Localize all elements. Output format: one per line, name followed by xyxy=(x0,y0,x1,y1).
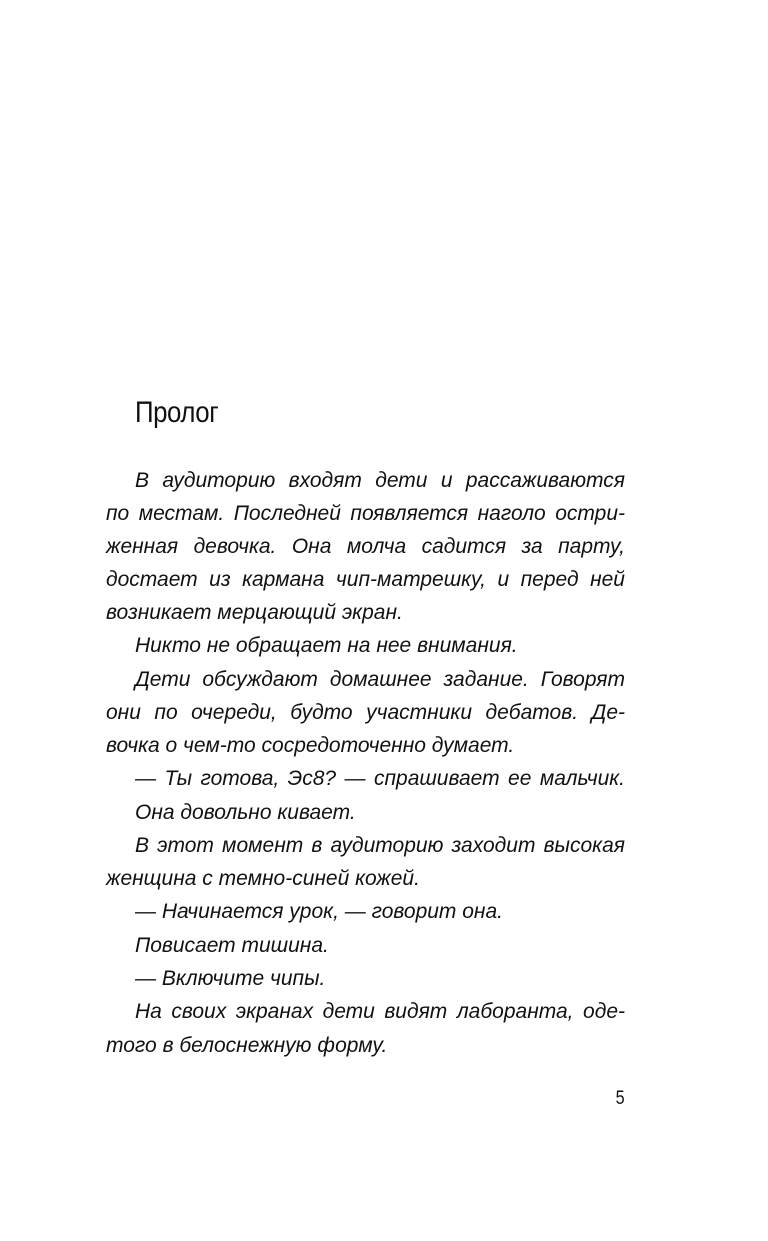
text-line: Повисает тишина. xyxy=(135,934,329,957)
text-line: возникает мерцающий экран. xyxy=(106,601,403,624)
text-line: они по очереди, будто участники дебатов. Де- xyxy=(106,701,625,724)
text-line: — Начинается урок, — говорит она. xyxy=(135,900,504,923)
text-line: по местам. Последней появляется наголо остри- xyxy=(106,502,625,525)
text-line: достает из кармана чип-матрешку, и перед ней xyxy=(106,568,625,591)
chapter-title: Пролог xyxy=(135,396,219,429)
text-line: вочка о чем-то сосредоточенно думает. xyxy=(106,734,515,757)
text-line: В этот момент в аудиторию заходит высокая xyxy=(135,834,625,857)
text-line: — Ты готова, Эс8? — спрашивает ее мальчик. xyxy=(135,767,625,790)
page-number: 5 xyxy=(616,1088,625,1109)
text-line: Она довольно кивает. xyxy=(135,801,356,824)
text-line: того в белоснежную форму. xyxy=(106,1034,388,1057)
text-line: На своих экранах дети видят лаборанта, оде- xyxy=(135,1000,625,1023)
text-line: женщина с темно-синей кожей. xyxy=(106,867,420,890)
text-line: В аудиторию входят дети и рассаживаются xyxy=(135,469,625,492)
text-line: Никто не обращает на нее внимания. xyxy=(135,634,518,657)
text-line: — Включите чипы. xyxy=(135,967,326,990)
text-line: Дети обсуждают домашнее задание. Говорят xyxy=(135,668,625,691)
text-line: женная девочка. Она молча садится за парту, xyxy=(106,535,625,558)
